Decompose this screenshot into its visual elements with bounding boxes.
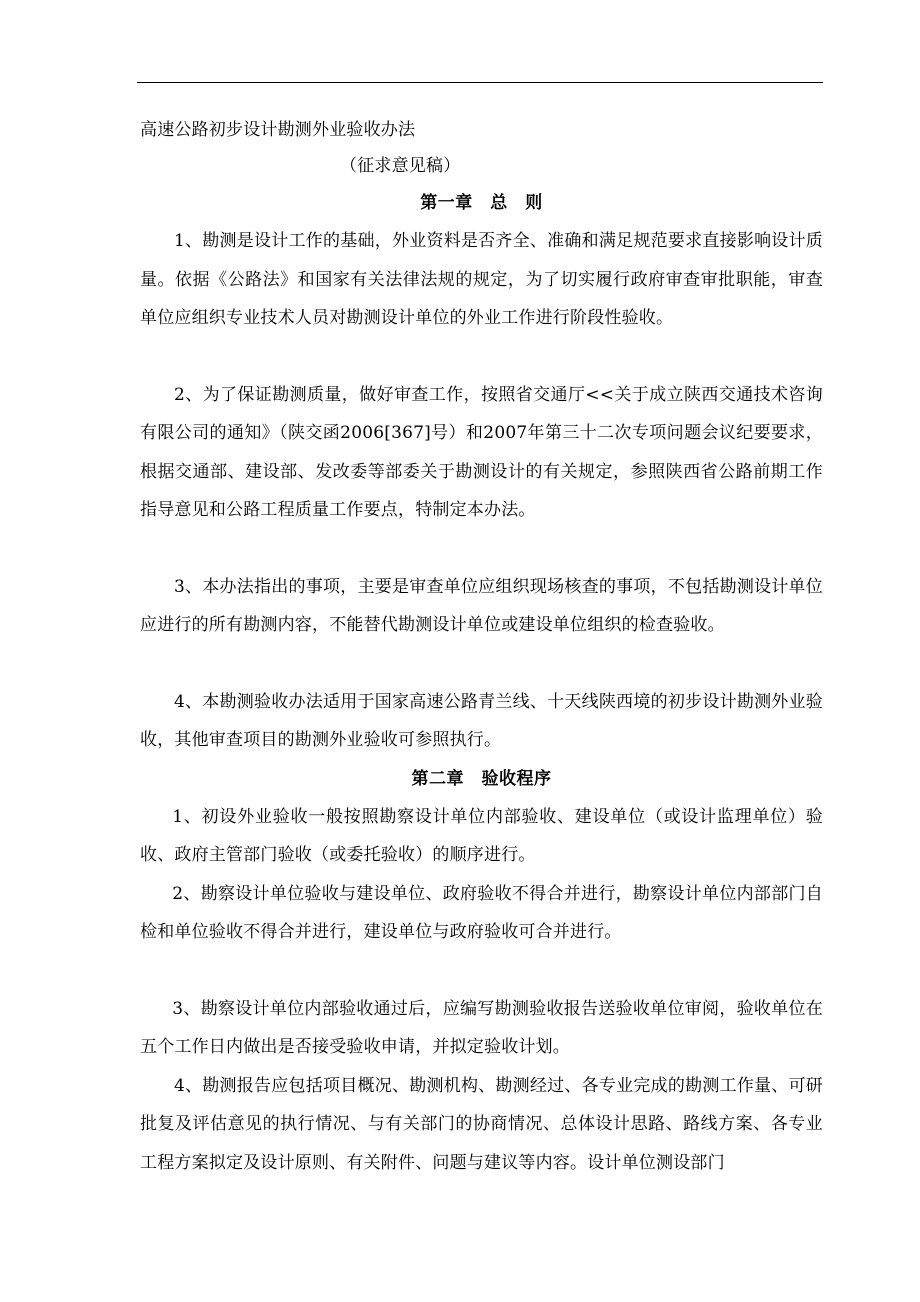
paragraph-spacer [140, 952, 823, 990]
chapter-heading: 第一章 总 则 [420, 193, 543, 213]
paragraph: 4、本勘测验收办法适用于国家高速公路青兰线、十天线陕西境的初步设计勘测外业验收，其他审查项目的勘测外业验收可参照执行。 [140, 691, 823, 750]
header-rule [137, 82, 823, 83]
paragraph: 4、勘测报告应包括项目概况、勘测机构、勘测经过、各专业完成的勘测工作量、可研批复及评估意见的执行情况、与有关部门的协商情况、总体设计思路、路线方案、各专业工程方案拟定及设计原则、有关附件、问题与建议等内容。设计单位测设部门 [140, 1075, 823, 1173]
paragraph: 3、本办法指出的事项，主要是审查单位应组织现场核查的事项，不包括勘测设计单位应进行的所有勘测内容，不能替代勘测设计单位或建设单位组织的检查验收。 [140, 576, 823, 635]
document-subtitle: （征求意见稿） [340, 156, 461, 176]
document-title: 高速公路初步设计勘测外业验收办法 [140, 120, 416, 140]
paragraph: 1、勘测是设计工作的基础，外业资料是否齐全、准确和满足规范要求直接影响设计质量。依据《公路法》和国家有关法律法规的规定，为了切实履行政府审查审批职能，审查单位应组织专业技术人员对勘测设计单位的外业工作进行阶段性验收。 [140, 231, 823, 328]
paragraph: 3、勘察设计单位内部验收通过后，应编写勘测验收报告送验收单位审阅，验收单位在五个工作日内做出是否接受验收申请，并拟定验收计划。 [140, 998, 823, 1057]
paragraph: 2、勘察设计单位验收与建设单位、政府验收不得合并进行，勘察设计单位内部部门自检和单位验收不得合并进行，建设单位与政府验收可合并进行。 [140, 883, 823, 942]
paragraph-spacer [140, 645, 823, 683]
paragraph-spacer [140, 530, 823, 568]
paragraph: 2、为了保证勘测质量，做好审查工作，按照省交通厅<<关于成立陕西交通技术咨询有限公司的通知》（陕交函2006[367]号）和2007年第三十二次专项问题会议纪要要求，根据交通部、建设部、发改委等部委关于勘测设计的有关规定，参照陕西省公路前期工作指导意见和公路工程质量工作要点，特制定本办法。 [140, 384, 823, 520]
chapter-heading: 第二章 验收程序 [411, 768, 552, 789]
paragraph-spacer [140, 338, 823, 376]
paragraph: 1、初设外业验收一般按照勘察设计单位内部验收、建设单位（或设计监理单位）验收、政府主管部门验收（或委托验收）的顺序进行。 [140, 806, 823, 865]
document-body [140, 112, 823, 1182]
